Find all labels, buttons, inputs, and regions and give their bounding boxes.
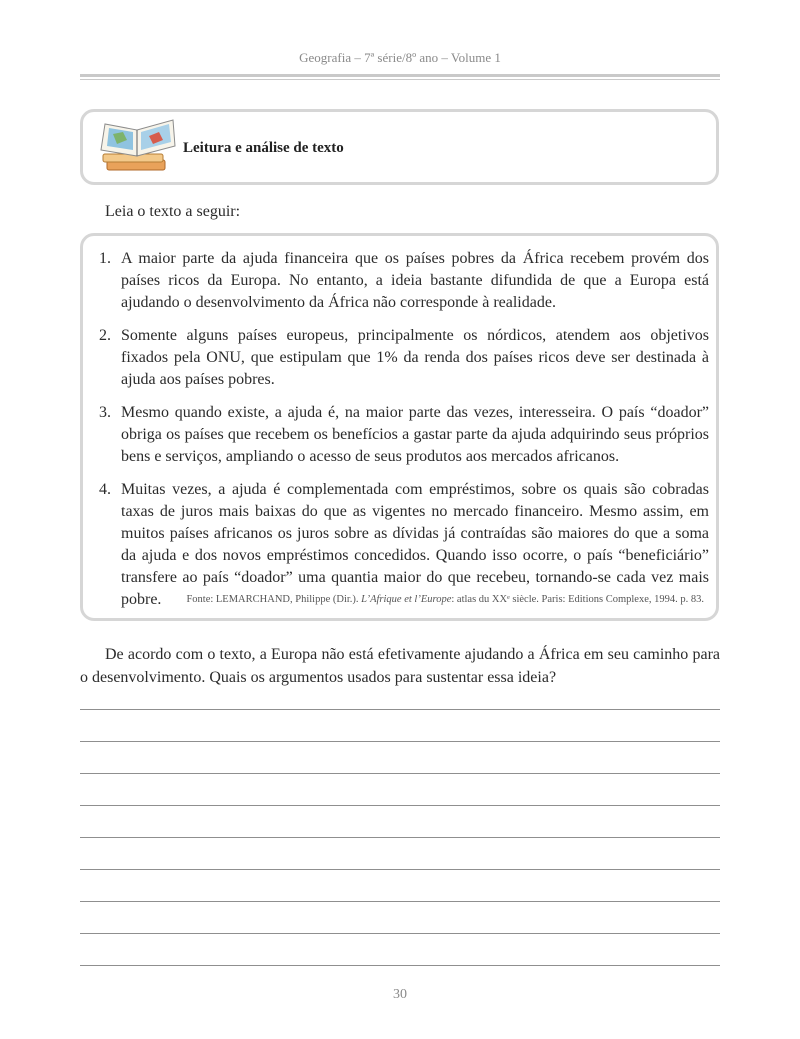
list-item <box>99 248 709 314</box>
reading-text-box <box>80 233 719 621</box>
answer-line[interactable] <box>80 901 720 902</box>
answer-line[interactable] <box>80 837 720 838</box>
source-citation <box>186 594 704 605</box>
section-header-box <box>80 109 719 185</box>
item-number: 3. <box>99 404 111 421</box>
answer-line[interactable] <box>80 741 720 742</box>
list-item <box>99 325 709 391</box>
answer-line[interactable] <box>80 933 720 934</box>
answer-line[interactable] <box>80 805 720 806</box>
header-divider <box>80 74 720 80</box>
section-title: Leitura e análise de texto <box>183 140 344 156</box>
intro-text: Leia o texto a seguir: <box>105 203 241 220</box>
item-text: Mesmo quando existe, a ajuda é, na maior parte das vezes, interesseira. O país “doador” obriga os países que recebem os benefícios a gastar parte da ajuda adquirindo seus próprios bens e serviços, ampliando o acesso de seus produtos aos mercados africanos. <box>121 404 709 465</box>
source-book-title: L’Afrique et l’Europe <box>361 594 452 605</box>
source-prefix: Fonte: LEMARCHAND, Philippe (Dir.). <box>186 594 362 605</box>
item-number: 1. <box>99 250 111 267</box>
page-header-title: Geografia – 7ª série/8º ano – Volume 1 <box>299 50 501 65</box>
open-book-icon <box>97 116 181 178</box>
source-suffix: : atlas du XXᵉ siècle. Paris: Editions Complexe, 1994. p. 83. <box>451 594 704 605</box>
answer-line[interactable] <box>80 869 720 870</box>
item-text: Somente alguns países europeus, principalmente os nórdicos, atendem aos objetivos fixados pela ONU, que estipulam que 1% da renda dos países ricos deve ser destinada à ajuda aos países pobres. <box>121 327 709 388</box>
list-item <box>99 479 709 611</box>
item-text: Muitas vezes, a ajuda é complementada com empréstimos, sobre os quais são cobradas taxas de juros mais baixas do que as vigentes no mercado financeiro. Mesmo assim, em muitos países africanos os juros sobre as dívidas já contraídas são maiores do que a soma da ajuda e dos novos empréstimos concedidos. Quando isso ocorre, o país “beneficiário” transfere ao país “doador” uma quantia maior do que recebeu, tornando-se cada vez mais pobre. <box>121 481 709 608</box>
question-text: De acordo com o texto, a Europa não está efetivamente ajudando a África em seu caminho para o desenvolvimento. Quais os argumentos usados para sustentar essa ideia? <box>80 646 720 686</box>
item-text: A maior parte da ajuda financeira que os países pobres da África recebem provém dos países ricos da Europa. No entanto, a ideia bastante difundida de que a Europa está ajudando o desenvolvimento da África não corresponde à realidade. <box>121 250 709 311</box>
item-number: 4. <box>99 481 111 498</box>
answer-line[interactable] <box>80 773 720 774</box>
item-number: 2. <box>99 327 111 344</box>
answer-line[interactable] <box>80 965 720 966</box>
answer-line[interactable] <box>80 709 720 710</box>
list-item <box>99 402 709 468</box>
page-number: 30 <box>393 987 407 1002</box>
